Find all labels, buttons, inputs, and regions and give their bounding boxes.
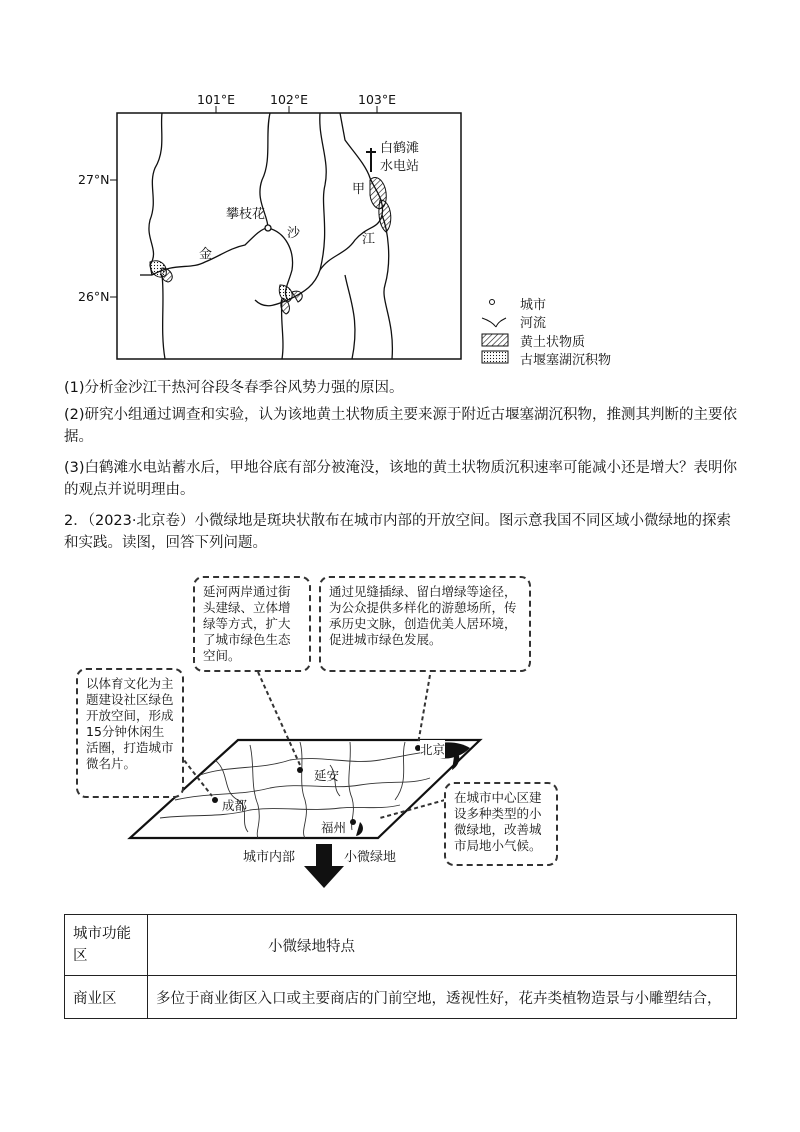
question-2: (2)研究小组通过调查和实验，认为该地黄土状物质主要来源于附近古堰塞湖沉积物，推测其判断的主要依据。 xyxy=(64,407,738,445)
legend-label: 城市 xyxy=(520,298,547,313)
river-label: 江 xyxy=(362,232,376,247)
river-label: 金 xyxy=(199,247,213,262)
city-label-fuzhou: 福州 xyxy=(321,820,347,835)
callout-beijing: 通过见缝插绿、留白增绿等途径，为公众提供多样化的游憩场所，传承历史文脉，创造优美人居环境，促进城市绿色发展。 xyxy=(319,576,531,672)
city-dot-fuzhou xyxy=(350,819,356,825)
legend-river-icon xyxy=(482,318,506,327)
question-intro: 2．（2023·北京卷）小微绿地是斑块状散布在城市内部的开放空间。图示意我国不同区域小微绿地的探索和实践。读图，回答下列问题。 xyxy=(64,513,731,551)
site-label: 甲 xyxy=(352,182,366,197)
legend-lake-icon xyxy=(482,351,508,363)
table-cell: 商业区 xyxy=(65,976,148,1019)
lon-label: 101°E xyxy=(197,92,236,107)
table-cell: 城市功能区 xyxy=(65,915,148,976)
river-label: 沙 xyxy=(287,226,301,241)
question-1: (1)分析金沙江干热河谷段冬春季谷风势力强的原因。 xyxy=(64,380,404,396)
table-cell: 多位于商业街区入口或主要商店的门前空地，透视性好，花卉类植物造景与小雕塑结合， xyxy=(148,976,737,1019)
question-3: (3)白鹤滩水电站蓄水后，甲地谷底有部分被淹没，该地的黄土状物质沉积速率可能减小还是增大？表明你的观点并说明理由。 xyxy=(64,460,738,498)
table-cell: 小微绿地特点 xyxy=(148,915,737,976)
down-arrow-icon xyxy=(316,844,332,868)
river-lines xyxy=(140,113,392,359)
callout-yanan: 延河两岸通过街头建绿、立体增绿等方式，扩大了城市绿色生态空间。 xyxy=(193,576,311,672)
legend-label: 黄土状物质 xyxy=(520,335,586,350)
label-micro-green: 小微绿地 xyxy=(344,850,397,865)
lat-label: 27°N xyxy=(78,172,110,187)
legend-city-icon xyxy=(490,300,495,305)
loess-deposit xyxy=(379,200,391,232)
city-dot-chengdu xyxy=(212,797,218,803)
dam-label: 白鹤滩 xyxy=(380,141,420,156)
label-city-interior: 城市内部 xyxy=(243,850,296,865)
city-label-beijing: 北京 xyxy=(420,742,446,757)
table-row xyxy=(65,976,737,1019)
table-row xyxy=(65,915,737,976)
callout-fuzhou: 在城市中心区建设多种类型的小微绿地，改善城市局地小气候。 xyxy=(444,782,558,866)
callout-chengdu: 以体育文化为主题建设社区绿色开放空间，形成15分钟休闲生活圈，打造城市微名片。 xyxy=(76,668,184,798)
city-label-chengdu: 成都 xyxy=(222,798,248,813)
city-label-yanan: 延安 xyxy=(314,768,340,783)
legend-loess-icon xyxy=(482,334,508,346)
dam-label: 水电站 xyxy=(380,159,420,174)
lon-label: 102°E xyxy=(270,92,309,107)
legend-label: 河流 xyxy=(520,316,547,331)
loess-deposit xyxy=(292,291,302,302)
function-table xyxy=(64,914,737,1019)
legend-label: 古堰塞湖沉积物 xyxy=(520,353,612,368)
city-label: 攀枝花 xyxy=(226,207,266,222)
city-icon xyxy=(265,225,271,231)
lon-label: 103°E xyxy=(358,92,397,107)
city-dot-yanan xyxy=(297,767,303,773)
lat-label: 26°N xyxy=(78,289,110,304)
